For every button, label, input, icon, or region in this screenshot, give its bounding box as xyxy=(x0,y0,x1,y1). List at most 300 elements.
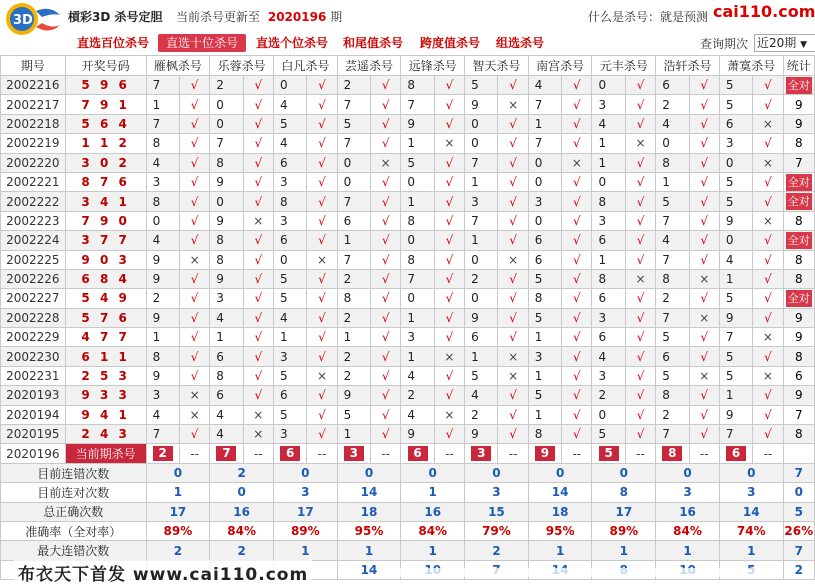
dash-cell: -- xyxy=(434,444,464,463)
period-cell: 2002226 xyxy=(1,269,66,288)
kill-number: 2 xyxy=(656,289,689,308)
check-icon: √ xyxy=(371,192,401,211)
current-kill-cell xyxy=(528,444,561,463)
update-prefix: 当前杀号更新至 xyxy=(176,10,261,24)
stat-cell: 8 xyxy=(783,250,814,269)
kill-number: 3 xyxy=(592,95,625,114)
kill-number: 5 xyxy=(592,425,625,444)
stats-value: 95% xyxy=(337,521,401,540)
stats-value: 84% xyxy=(656,521,720,540)
check-icon: √ xyxy=(307,289,337,308)
check-icon: √ xyxy=(307,231,337,250)
cross-icon: × xyxy=(498,347,528,366)
kill-number: 1 xyxy=(528,405,561,424)
check-icon: √ xyxy=(179,172,209,191)
cross-icon: × xyxy=(753,211,783,230)
kill-number: 6 xyxy=(210,386,243,405)
check-icon: √ xyxy=(625,308,655,327)
check-icon: √ xyxy=(434,308,464,327)
period-cell: 2002223 xyxy=(1,211,66,230)
dash-cell: -- xyxy=(307,444,337,463)
check-icon: √ xyxy=(753,405,783,424)
stats-value: 3 xyxy=(465,483,529,502)
nav-span[interactable]: 跨度值杀号 xyxy=(419,36,480,50)
stats-value: 18 xyxy=(528,502,592,521)
check-icon: √ xyxy=(307,95,337,114)
cross-icon: × xyxy=(689,269,719,288)
kill-number: 0 xyxy=(337,153,370,172)
kill-number: 7 xyxy=(401,269,434,288)
kill-number: 3 xyxy=(210,289,243,308)
draw-number: 5 7 6 xyxy=(65,308,146,327)
check-icon: √ xyxy=(625,76,655,95)
stats-value: 84% xyxy=(210,521,274,540)
kill-number: 3 xyxy=(146,386,179,405)
cross-icon: × xyxy=(753,328,783,347)
kill-number: 2 xyxy=(337,76,370,95)
draw-number: 5 4 9 xyxy=(65,289,146,308)
stats-value: 1 xyxy=(337,541,401,560)
stats-value: 7 xyxy=(783,463,814,482)
query-label: 查询期次 xyxy=(700,37,749,51)
kill-number: 3 xyxy=(592,211,625,230)
kill-number: 0 xyxy=(528,172,561,191)
check-icon: √ xyxy=(625,250,655,269)
kill-number: 5 xyxy=(273,366,306,385)
kill-number: 4 xyxy=(210,425,243,444)
kill-number: 7 xyxy=(465,153,498,172)
column-header: 浩轩杀号 xyxy=(656,56,720,76)
stats-value: 3 xyxy=(719,483,783,502)
stats-value: 0 xyxy=(210,483,274,502)
kill-number: 7 xyxy=(146,114,179,133)
check-icon: √ xyxy=(179,425,209,444)
kill-number: 7 xyxy=(656,425,689,444)
check-icon: √ xyxy=(562,366,592,385)
nav-units[interactable]: 直选个位杀号 xyxy=(255,36,328,50)
cross-icon: × xyxy=(243,211,273,230)
column-header: 智天杀号 xyxy=(465,56,529,76)
stats-value: 14 xyxy=(337,483,401,502)
kill-number: 9 xyxy=(146,366,179,385)
period-cell: 2002222 xyxy=(1,192,66,211)
nav-tens[interactable]: 直选十位杀号 xyxy=(158,34,246,52)
stats-value: 89% xyxy=(592,521,656,540)
table-row xyxy=(1,366,815,385)
check-icon: √ xyxy=(243,134,273,153)
check-icon: √ xyxy=(179,76,209,95)
check-icon: √ xyxy=(434,192,464,211)
column-header: 芸遥杀号 xyxy=(337,56,401,76)
all-correct-badge: 全对 xyxy=(787,78,810,92)
all-correct-badge: 全对 xyxy=(787,291,810,305)
current-kill-cell xyxy=(719,444,752,463)
check-icon: √ xyxy=(434,328,464,347)
check-icon: √ xyxy=(243,308,273,327)
check-icon: √ xyxy=(179,192,209,211)
kill-number: 8 xyxy=(210,250,243,269)
check-icon: √ xyxy=(434,95,464,114)
check-icon: √ xyxy=(753,231,783,250)
check-icon: √ xyxy=(689,211,719,230)
kill-number: 8 xyxy=(146,347,179,366)
check-icon: √ xyxy=(753,347,783,366)
stat-cell: 9 xyxy=(783,308,814,327)
table-row xyxy=(1,95,815,114)
table-row xyxy=(1,328,815,347)
stats-value: 26% xyxy=(783,521,814,540)
check-icon: √ xyxy=(689,153,719,172)
cross-icon: × xyxy=(562,153,592,172)
kill-number: 7 xyxy=(528,95,561,114)
kill-number: 8 xyxy=(656,386,689,405)
draw-number: 7 9 0 xyxy=(65,211,146,230)
kill-number: 2 xyxy=(401,386,434,405)
check-icon: √ xyxy=(243,95,273,114)
kill-number: 2 xyxy=(592,386,625,405)
check-icon: √ xyxy=(371,95,401,114)
kill-number: 3 xyxy=(528,192,561,211)
period-cell: 2002225 xyxy=(1,250,66,269)
kill-number: 4 xyxy=(528,76,561,95)
cross-icon: × xyxy=(179,250,209,269)
kill-number: 0 xyxy=(528,211,561,230)
cross-icon: × xyxy=(434,405,464,424)
app-title: 槓彩3D 杀号定胆 xyxy=(68,10,163,24)
stats-value: 5 xyxy=(783,502,814,521)
kill-number: 3 xyxy=(592,366,625,385)
stats-value: 3 xyxy=(656,483,720,502)
kill-number: 8 xyxy=(210,231,243,250)
kill-number: 2 xyxy=(656,405,689,424)
check-icon: √ xyxy=(434,386,464,405)
stat-cell: 8 xyxy=(783,347,814,366)
column-header: 白凡杀号 xyxy=(273,56,337,76)
check-icon: √ xyxy=(498,134,528,153)
check-icon: √ xyxy=(753,95,783,114)
stats-value: 1 xyxy=(401,541,465,560)
check-icon: √ xyxy=(689,231,719,250)
kill-number: 2 xyxy=(337,366,370,385)
stats-value: 89% xyxy=(146,521,210,540)
stats-value: 14 xyxy=(528,483,592,502)
draw-number: 9 3 3 xyxy=(65,386,146,405)
check-icon: √ xyxy=(307,76,337,95)
kill-number: 4 xyxy=(401,366,434,385)
check-icon: √ xyxy=(562,95,592,114)
nav-group[interactable]: 组选杀号 xyxy=(495,36,544,50)
cross-icon: × xyxy=(243,405,273,424)
kill-number: 5 xyxy=(273,289,306,308)
cross-icon: × xyxy=(625,269,655,288)
kill-number: 8 xyxy=(656,269,689,288)
period-cell: 2002220 xyxy=(1,153,66,172)
stat-cell: 8 xyxy=(783,269,814,288)
check-icon: √ xyxy=(625,192,655,211)
kill-number: 1 xyxy=(210,328,243,347)
check-icon: √ xyxy=(689,95,719,114)
stats-row xyxy=(1,483,815,502)
table-row xyxy=(1,153,815,172)
nav-hundreds[interactable]: 直选百位杀号 xyxy=(76,36,149,50)
kill-number: 9 xyxy=(401,114,434,133)
check-icon: √ xyxy=(498,269,528,288)
table-row xyxy=(1,308,815,327)
check-icon: √ xyxy=(179,366,209,385)
check-icon: √ xyxy=(625,366,655,385)
check-icon: √ xyxy=(243,269,273,288)
kill-number: 5 xyxy=(656,328,689,347)
kill-number: 1 xyxy=(337,425,370,444)
kill-number: 9 xyxy=(210,211,243,230)
kill-number: 5 xyxy=(337,405,370,424)
stats-value: 84% xyxy=(401,521,465,540)
stat-cell: 9 xyxy=(783,95,814,114)
check-icon: √ xyxy=(307,134,337,153)
stats-value: 16 xyxy=(210,502,274,521)
cross-icon: × xyxy=(753,114,783,133)
kill-number: 6 xyxy=(273,386,306,405)
kill-number: 5 xyxy=(273,269,306,288)
stats-value: 2 xyxy=(146,541,210,560)
draw-number: 8 7 6 xyxy=(65,172,146,191)
check-icon: √ xyxy=(562,347,592,366)
check-icon: √ xyxy=(371,114,401,133)
check-icon: √ xyxy=(307,386,337,405)
kill-number: 5 xyxy=(719,347,752,366)
stats-value: 3 xyxy=(273,483,337,502)
check-icon: √ xyxy=(625,425,655,444)
check-icon: √ xyxy=(625,347,655,366)
dash-cell: -- xyxy=(625,444,655,463)
draw-number: 6 8 4 xyxy=(65,269,146,288)
kill-number: 6 xyxy=(465,328,498,347)
kill-number: 8 xyxy=(210,153,243,172)
check-icon: √ xyxy=(371,231,401,250)
cross-icon: × xyxy=(307,366,337,385)
nav-sum-tail[interactable]: 和尾值杀号 xyxy=(342,36,403,50)
brand-link[interactable]: cai110.com xyxy=(713,2,815,21)
check-icon: √ xyxy=(243,76,273,95)
kill-number: 2 xyxy=(337,347,370,366)
column-header: 开奖号码 xyxy=(65,56,146,76)
current-kill-cell xyxy=(273,444,306,463)
kill-number: 0 xyxy=(719,153,752,172)
check-icon: √ xyxy=(753,134,783,153)
period-cell: 2002217 xyxy=(1,95,66,114)
kill-number: 1 xyxy=(146,328,179,347)
period-select[interactable] xyxy=(754,34,815,52)
stats-value: 14 xyxy=(337,560,401,579)
check-icon: √ xyxy=(689,172,719,191)
column-header: 南宫杀号 xyxy=(528,56,592,76)
stats-value: 0 xyxy=(273,463,337,482)
kill-number: 6 xyxy=(210,347,243,366)
kill-number: 9 xyxy=(465,425,498,444)
stats-value: 14 xyxy=(719,502,783,521)
check-icon: √ xyxy=(179,269,209,288)
kill-number: 8 xyxy=(337,289,370,308)
kill-number: 7 xyxy=(337,250,370,269)
kill-number: 4 xyxy=(656,114,689,133)
kill-number: 3 xyxy=(719,134,752,153)
check-icon: √ xyxy=(371,347,401,366)
stat-cell xyxy=(783,192,814,211)
check-icon: √ xyxy=(307,347,337,366)
check-icon: √ xyxy=(307,211,337,230)
kill-number: 0 xyxy=(273,250,306,269)
stats-label: 目前连错次数 xyxy=(1,463,147,482)
check-icon: √ xyxy=(753,172,783,191)
period-cell: 2020194 xyxy=(1,405,66,424)
kill-number: 1 xyxy=(528,114,561,133)
check-icon: √ xyxy=(689,250,719,269)
check-icon: √ xyxy=(689,405,719,424)
stats-value: 89% xyxy=(273,521,337,540)
current-kill-label: 当前期杀号 xyxy=(65,444,146,463)
kill-table xyxy=(0,55,815,580)
draw-number: 6 1 1 xyxy=(65,347,146,366)
kill-number: 9 xyxy=(465,95,498,114)
check-icon: √ xyxy=(371,289,401,308)
kill-number: 3 xyxy=(528,347,561,366)
stats-value: 2 xyxy=(210,463,274,482)
stat-cell xyxy=(783,172,814,191)
table-row xyxy=(1,405,815,424)
kill-number: 4 xyxy=(146,153,179,172)
kill-number: 7 xyxy=(337,95,370,114)
draw-number: 2 5 3 xyxy=(65,366,146,385)
draw-number: 3 4 1 xyxy=(65,192,146,211)
period-cell: 2020193 xyxy=(1,386,66,405)
kill-number: 0 xyxy=(528,153,561,172)
kill-number: 2 xyxy=(337,269,370,288)
check-icon: √ xyxy=(307,328,337,347)
period-cell: 2002230 xyxy=(1,347,66,366)
check-icon: √ xyxy=(434,366,464,385)
stats-value: 0 xyxy=(592,463,656,482)
stat-cell: 8 xyxy=(783,211,814,230)
cross-icon: × xyxy=(307,250,337,269)
kill-number: 0 xyxy=(656,134,689,153)
kill-number: 5 xyxy=(465,366,498,385)
table-row xyxy=(1,172,815,191)
stats-value: 0 xyxy=(401,463,465,482)
check-icon: √ xyxy=(498,211,528,230)
kill-number: 8 xyxy=(146,192,179,211)
current-issue: 2020196 xyxy=(267,10,327,24)
check-icon: √ xyxy=(434,289,464,308)
kill-number: 7 xyxy=(146,76,179,95)
stat-cell xyxy=(783,76,814,95)
kill-number: 9 xyxy=(465,308,498,327)
kill-number: 4 xyxy=(210,308,243,327)
check-icon: √ xyxy=(243,250,273,269)
kill-number: 3 xyxy=(273,425,306,444)
table-row xyxy=(1,231,815,250)
stats-value: 0 xyxy=(656,463,720,482)
kill-number: 5 xyxy=(528,386,561,405)
stats-value: 1 xyxy=(592,541,656,560)
check-icon: √ xyxy=(179,308,209,327)
whatis-link[interactable]: 什么是杀号：就是预测 xyxy=(588,10,709,24)
check-icon: √ xyxy=(434,114,464,133)
draw-number: 7 9 1 xyxy=(65,95,146,114)
kill-number: 8 xyxy=(210,366,243,385)
check-icon: √ xyxy=(307,153,337,172)
dash-cell: -- xyxy=(562,444,592,463)
stat-cell: 9 xyxy=(783,328,814,347)
table-row xyxy=(1,347,815,366)
kill-number: 7 xyxy=(210,134,243,153)
check-icon: √ xyxy=(625,153,655,172)
stats-value: 0 xyxy=(337,463,401,482)
check-icon: √ xyxy=(562,134,592,153)
check-icon: √ xyxy=(562,192,592,211)
cross-icon: × xyxy=(179,405,209,424)
current-kill-number: 5 xyxy=(599,446,619,461)
kill-number: 7 xyxy=(656,250,689,269)
kill-number: 8 xyxy=(592,192,625,211)
check-icon: √ xyxy=(371,269,401,288)
check-icon: √ xyxy=(562,269,592,288)
kill-number: 8 xyxy=(401,211,434,230)
check-icon: √ xyxy=(562,405,592,424)
stats-value: 0 xyxy=(528,463,592,482)
stats-value: 0 xyxy=(783,483,814,502)
current-kill-number: 8 xyxy=(662,446,682,461)
kill-number: 5 xyxy=(337,114,370,133)
check-icon: √ xyxy=(307,308,337,327)
kill-number: 0 xyxy=(465,114,498,133)
kill-number: 5 xyxy=(528,308,561,327)
stats-value: 79% xyxy=(465,521,529,540)
kill-number: 1 xyxy=(337,231,370,250)
check-icon: √ xyxy=(625,211,655,230)
kill-number: 9 xyxy=(210,269,243,288)
stat-cell: 7 xyxy=(783,153,814,172)
table-row xyxy=(1,386,815,405)
kill-number: 1 xyxy=(465,347,498,366)
cross-icon: × xyxy=(371,153,401,172)
kill-number: 4 xyxy=(273,134,306,153)
table-row xyxy=(1,192,815,211)
kill-number: 1 xyxy=(719,269,752,288)
kill-number: 6 xyxy=(656,76,689,95)
check-icon: √ xyxy=(179,211,209,230)
kill-number: 0 xyxy=(592,172,625,191)
current-kill-number: 6 xyxy=(726,446,746,461)
check-icon: √ xyxy=(562,386,592,405)
check-icon: √ xyxy=(434,250,464,269)
kill-number: 8 xyxy=(592,269,625,288)
check-icon: √ xyxy=(498,308,528,327)
check-icon: √ xyxy=(434,172,464,191)
stats-value: 1 xyxy=(528,541,592,560)
table-row xyxy=(1,134,815,153)
check-icon: √ xyxy=(753,386,783,405)
kill-number: 9 xyxy=(719,405,752,424)
check-icon: √ xyxy=(371,76,401,95)
period-cell: 2002231 xyxy=(1,366,66,385)
kill-number: 1 xyxy=(465,172,498,191)
kill-number: 3 xyxy=(401,328,434,347)
stats-value: 0 xyxy=(719,463,783,482)
kill-number: 9 xyxy=(337,386,370,405)
check-icon: √ xyxy=(243,289,273,308)
check-icon: √ xyxy=(753,425,783,444)
check-icon: √ xyxy=(179,95,209,114)
